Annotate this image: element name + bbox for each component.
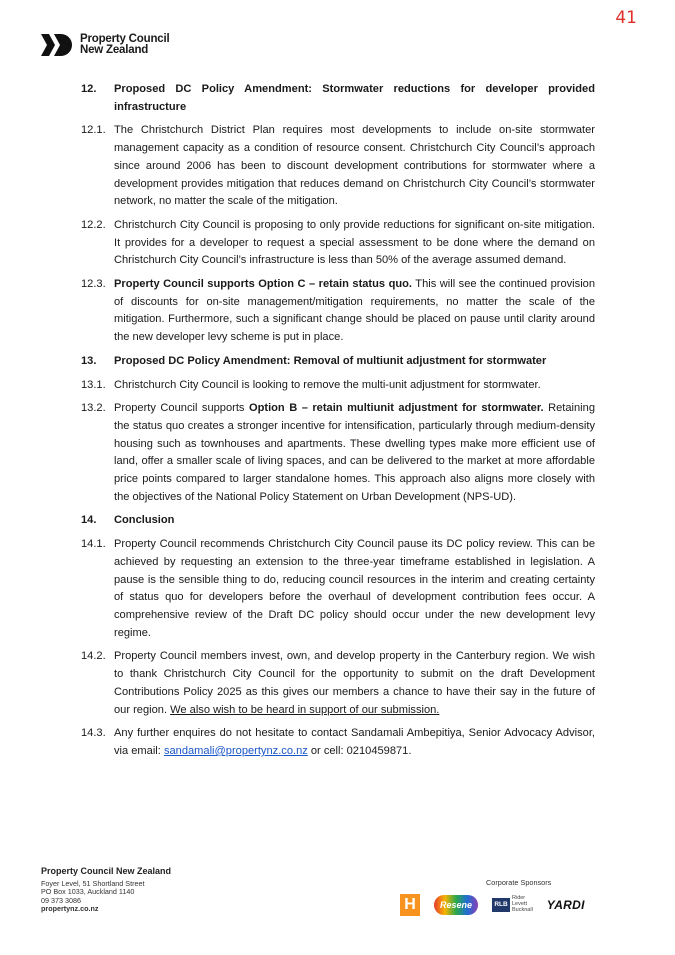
paragraph-text [114, 276, 595, 347]
property-council-logo [41, 34, 169, 56]
paragraph-12-1 [81, 122, 595, 211]
paragraph-lead: Any further enquires do not hesitate to contact Sandamali Ambepitiya, Senior Advocacy Advisor, via email: [114, 727, 595, 757]
footer-address-line-1: Foyer Level, 51 Shortland Street [41, 878, 145, 888]
sponsor-h-logo [400, 894, 420, 916]
paragraph-number: 13.2. [81, 402, 106, 415]
resene-logo-icon: Resene [434, 895, 478, 915]
paragraph-lead: Property Council supports [114, 402, 249, 415]
paragraph-number: 12.3. [81, 278, 106, 291]
document-body [81, 81, 595, 767]
footer-org-name: Property Council New Zealand [41, 866, 172, 876]
sponsor-logos [400, 894, 599, 916]
paragraph-number: 12.1. [81, 124, 106, 137]
rlb-name-line: Bucknall [512, 906, 533, 913]
underlined-statement: We also wish to be heard in support of our submission. [170, 703, 440, 716]
paragraph-text [114, 400, 595, 506]
footer-website: propertynz.co.nz [41, 904, 99, 914]
paragraph-14-3 [81, 725, 595, 760]
paragraph-text: The Christchurch District Plan requires most developments to include on-site stormwater management capacity as a condition of resource consent. Christchurch City Council’s approach since around 2006 has been to discount development contributions for stormwater where a development provides mitigation that reduces demand on Christchurch City Council’s stormwater network, no matter the scale of the mitigation. [114, 124, 595, 208]
paragraph-14-2 [81, 648, 595, 719]
section-title: Proposed DC Policy Amendment: Stormwater reductions for developer provided infrastructure [114, 83, 595, 113]
yardi-logo-icon: YARDI [546, 898, 585, 912]
footer-phone: 09 373 3086 [41, 895, 81, 905]
sponsors-label: Corporate Sponsors [486, 878, 552, 887]
paragraph-number: 14.2. [81, 650, 106, 663]
sponsor-rlb-logo [492, 896, 533, 913]
paragraph-text [114, 725, 595, 760]
paragraph-number: 12.2. [81, 218, 106, 231]
page-number: 41 [615, 8, 637, 28]
paragraph-rest: Retaining the status quo creates a stronger incentive for intensification, particularly through medium-density housing such as townhouses and apartments. These dwelling types make more efficient use of land, offer a smaller scale of living spaces, and can be delivered to the market at more affordable price points compared to larger standalone homes. This approach also aligns more closely with the objectives of the National Policy Statement on Urban Development (NPS-UD). [114, 402, 595, 503]
paragraph-emphasis: Option B – retain multiunit adjustment for stormwater. [248, 402, 544, 415]
section-heading-12 [81, 81, 595, 116]
paragraph-12-3 [81, 276, 595, 347]
paragraph-number: 14.3. [81, 727, 106, 740]
logo-line-1: Property Council [80, 33, 170, 45]
paragraph-text: Christchurch City Council is looking to remove the multi-unit adjustment for stormwater. [114, 378, 541, 391]
section-heading-13 [81, 353, 595, 371]
logo-text [80, 34, 169, 56]
rlb-logo-text [512, 896, 533, 913]
section-title: Proposed DC Policy Amendment: Removal of multiunit adjustment for stormwater [114, 354, 547, 367]
paragraph-text [114, 648, 595, 719]
paragraph-12-2 [81, 217, 595, 270]
email-link[interactable]: sandamali@propertynz.co.nz [163, 744, 308, 757]
rlb-name-line: Levett [512, 901, 527, 908]
section-heading-14 [81, 512, 595, 530]
paragraph-13-1 [81, 377, 595, 395]
sponsor-yardi-logo [547, 898, 585, 912]
paragraph-number: 13.1. [81, 378, 106, 391]
logo-line-2: New Zealand [80, 44, 149, 56]
section-title: Conclusion [114, 514, 175, 527]
paragraph-text: Property Council recommends Christchurch City Council pause its DC policy review. This can be achieved by requesting an extension to the three-year timeframe established in legislation. A pause is the sensible thing to do, reducing council resources in the interim and creating certainty of status quo for developers before the overhaul of development contribution fees occur. A comprehensive review of the Draft DC policy should occur under the new development levy regime. [114, 538, 595, 639]
paragraph-number: 14.1. [81, 538, 106, 551]
logo-mark-icon [41, 34, 74, 56]
rlb-name-line: Rider [512, 895, 526, 902]
paragraph-text: Christchurch City Council is proposing to only provide reductions for significant on-site mitigation. It provides for a developer to request a special assessment to be done where the demand on Christchurch City Council’s infrastructure is less than 50% of the average assumed demand. [114, 218, 595, 267]
h-logo-icon: H [400, 894, 420, 916]
paragraph-13-2 [81, 400, 595, 506]
section-number: 12. [81, 83, 97, 95]
paragraph-rest: This will see the continued provision of discounts for on-site management/mitigation requirements, no matter the scale of the mitigation. Furthermore, such a significant change should be placed on pause until clarity around the new developer levy scheme is put in place. [114, 278, 595, 344]
sponsor-resene-logo [434, 895, 478, 915]
paragraph-emphasis: Property Council supports Option C – retain status quo. [114, 278, 412, 291]
section-number: 13. [81, 354, 97, 367]
paragraph-lead: Property Council members invest, own, and develop property in the Canterbury region. We wish to thank Christchurch City Council for the opportunity to submit on the draft Development Contributions Policy 2025 as this gives our members a chance to have their say in the future of our region. [114, 650, 595, 716]
paragraph-14-1 [81, 536, 595, 642]
footer-contact [41, 867, 171, 914]
rlb-logo-icon: RLB [492, 898, 510, 912]
paragraph-rest: or cell: 0210459871. [307, 744, 412, 757]
footer-address-line-2: PO Box 1033, Auckland 1140 [41, 887, 135, 897]
section-number: 14. [81, 514, 97, 527]
